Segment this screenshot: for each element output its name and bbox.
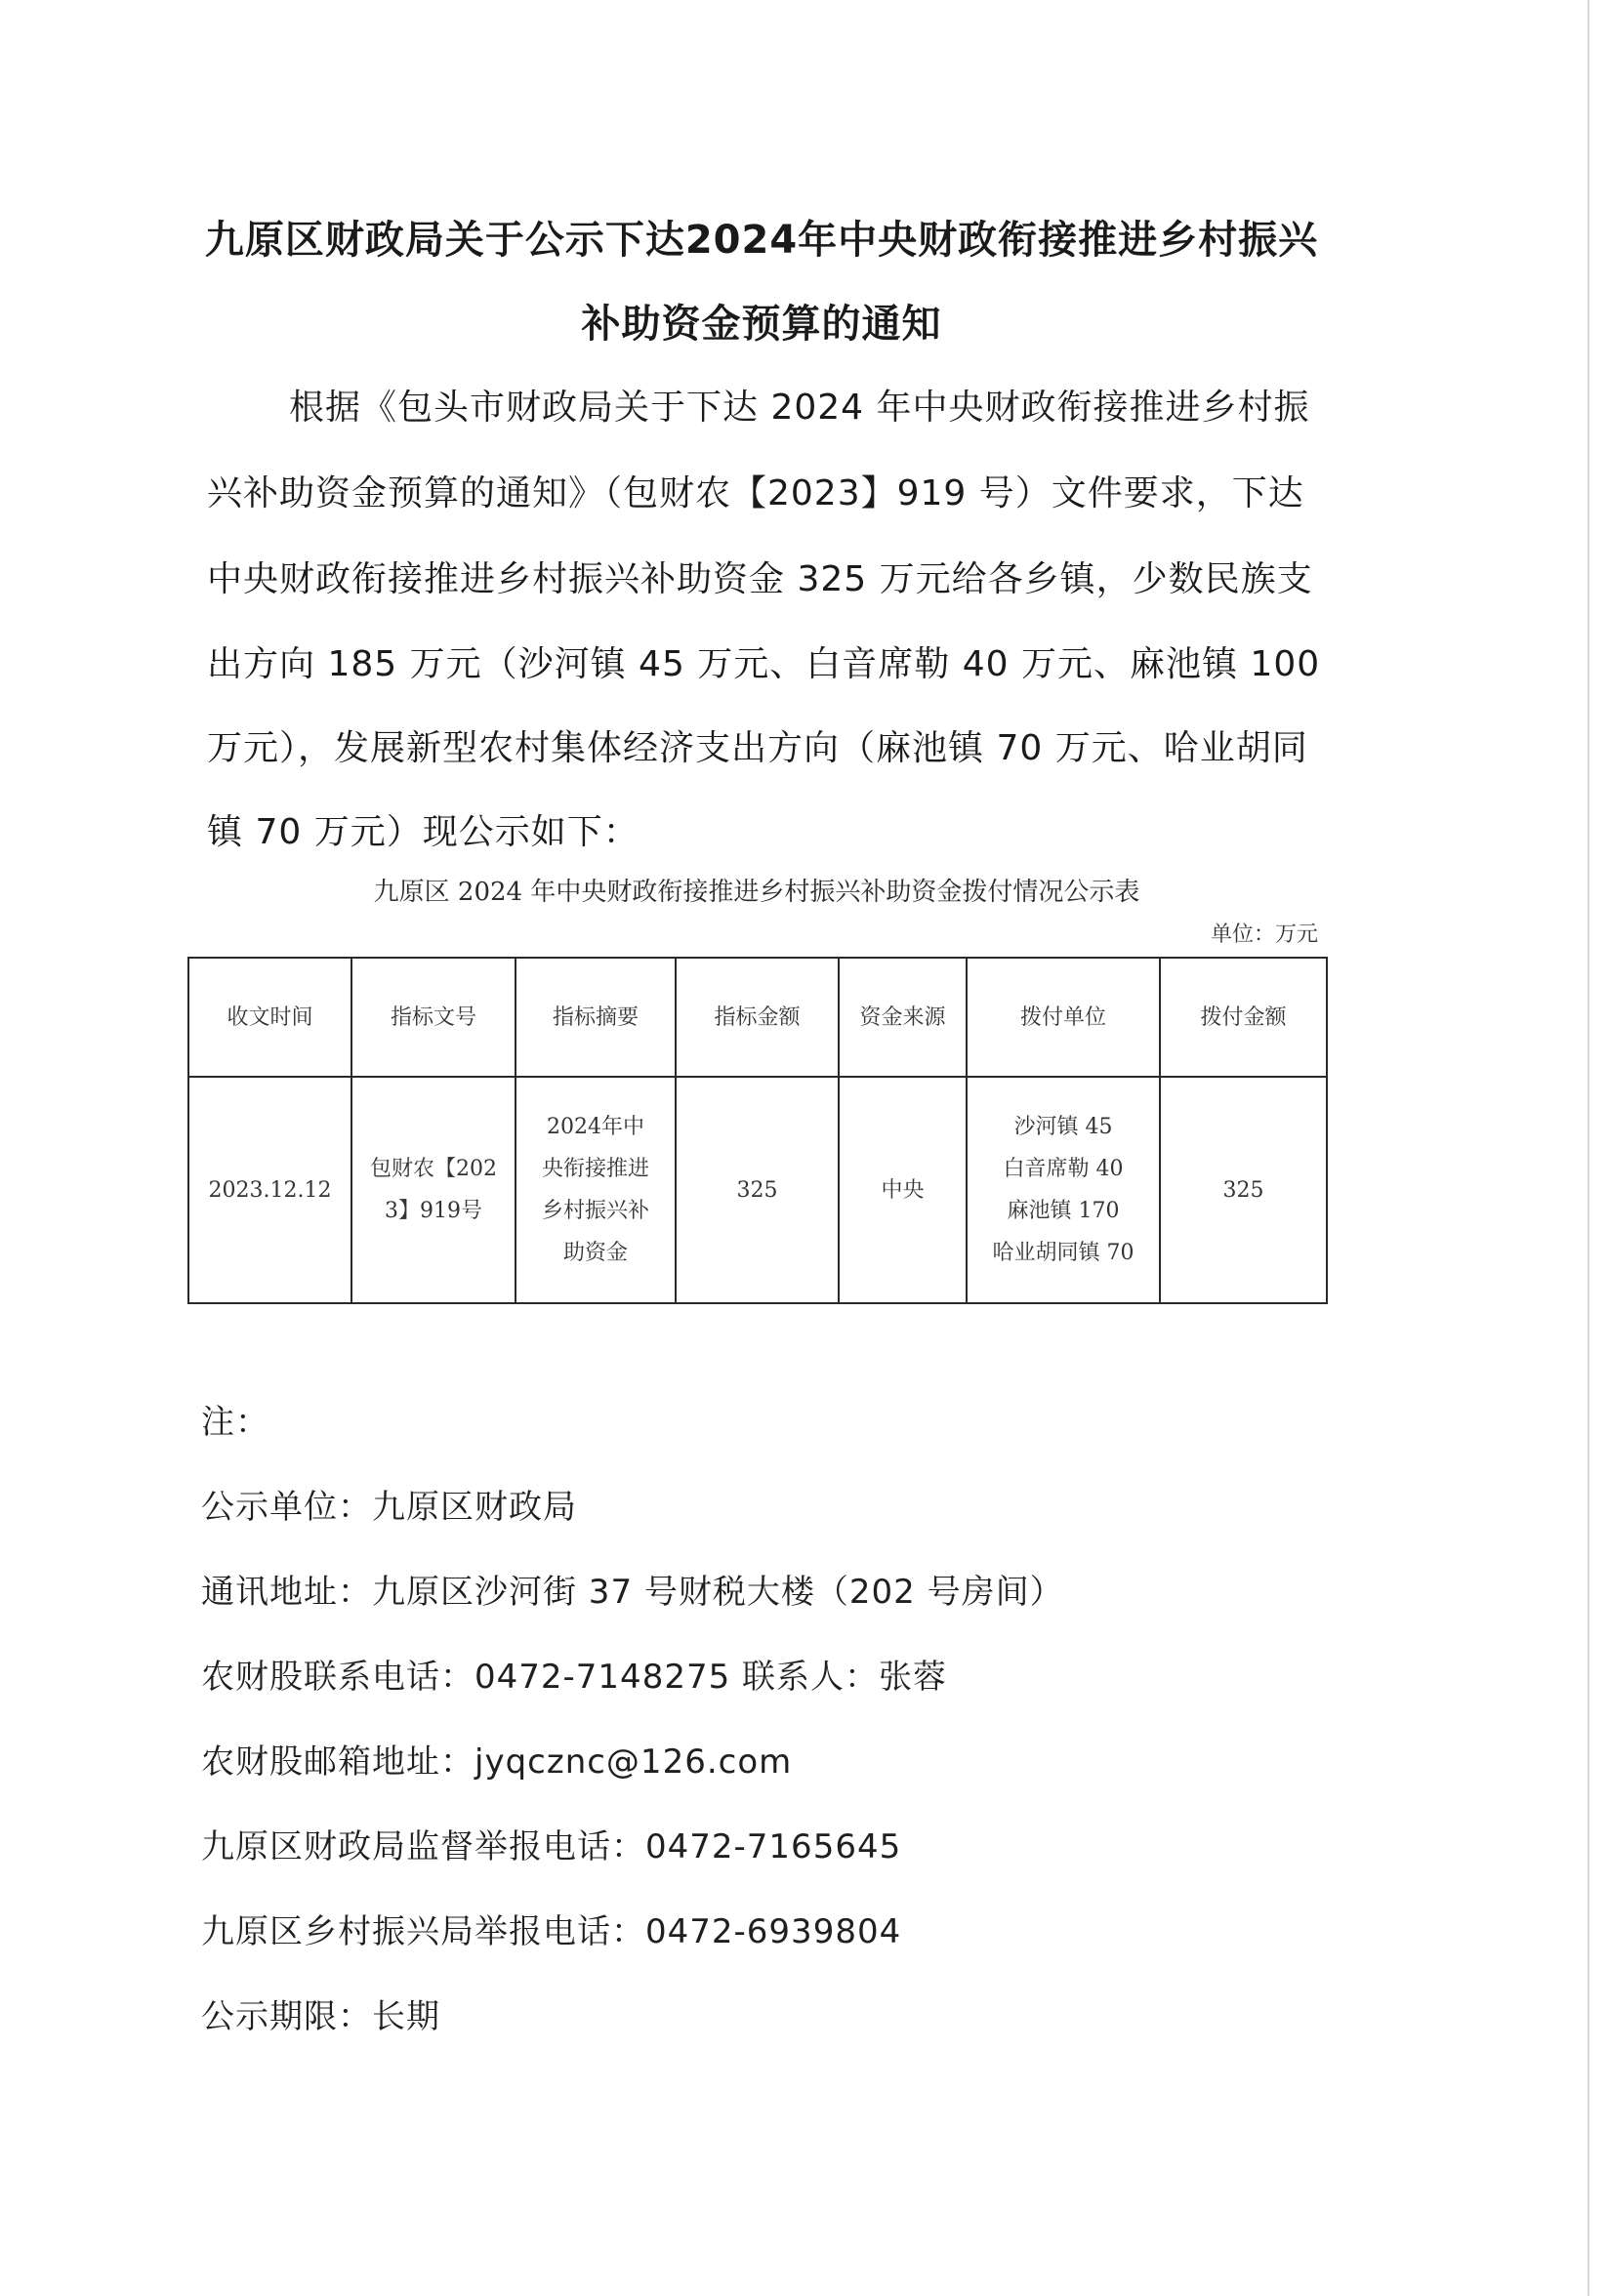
document-title-line-2: 补助资金预算的通知 <box>581 302 942 347</box>
cell-paid-amount: 325 <box>1160 1077 1327 1303</box>
notes-phone: 农财股联系电话：0472-7148275 联系人：张蓉 <box>201 1658 948 1697</box>
header-cell-receipt-date: 收文时间 <box>188 958 351 1077</box>
body-paragraph-line: 中央财政衔接推进乡村振兴补助资金 325 万元给各乡镇，少数民族支 <box>207 559 1313 599</box>
allocation-table <box>187 957 1328 1304</box>
cell-fund-source: 中央 <box>839 1077 967 1303</box>
notes-email: 农财股邮箱地址：jyqcznc@126.com <box>201 1742 793 1782</box>
notes-finance-hotline: 九原区财政局监督举报电话：0472-7165645 <box>201 1827 902 1866</box>
recipient-unit-item: 哈业胡同镇 70 <box>992 1241 1135 1265</box>
notes-publishing-unit: 公示单位：九原区财政局 <box>201 1488 577 1527</box>
table-row <box>188 1077 1327 1303</box>
header-cell-recipient-units: 拨付单位 <box>967 958 1160 1077</box>
header-cell-amount: 指标金额 <box>676 958 839 1077</box>
notes-label: 注： <box>201 1403 269 1442</box>
notes-period: 公示期限：长期 <box>201 1997 440 2036</box>
body-paragraph-line: 兴补助资金预算的通知》（包财农【2023】919 号）文件要求，下达 <box>207 473 1304 513</box>
header-cell-summary: 指标摘要 <box>516 958 676 1077</box>
body-paragraph-line: 镇 70 万元）现公示如下： <box>207 812 639 852</box>
body-paragraph-line: 万元），发展新型农村集体经济支出方向（麻池镇 70 万元、哈业胡同 <box>207 728 1308 768</box>
table-header-row <box>188 958 1327 1077</box>
cell-recipient-units <box>967 1077 1160 1303</box>
page-edge-shadow <box>1588 0 1589 2296</box>
recipient-unit-item: 白音席勒 40 <box>1003 1157 1124 1181</box>
notes-rural-hotline: 九原区乡村振兴局举报电话：0472-6939804 <box>201 1912 902 1951</box>
table-caption: 九原区 2024 年中央财政衔接推进乡村振兴补助资金拨付情况公示表 <box>373 878 1140 907</box>
body-paragraph-line: 出方向 185 万元（沙河镇 45 万元、白音席勒 40 万元、麻池镇 100 <box>207 644 1321 684</box>
document-title-line-1: 九原区财政局关于公示下达2024年中央财政衔接推进乡村振兴 <box>204 218 1319 263</box>
recipient-unit-item: 沙河镇 45 <box>1013 1115 1113 1139</box>
table-unit-label: 单位：万元 <box>1210 922 1318 947</box>
cell-doc-number: 包财农【2023】919号 <box>351 1077 516 1303</box>
recipient-unit-item: 麻池镇 170 <box>1007 1199 1120 1223</box>
header-cell-doc-number: 指标文号 <box>351 958 516 1077</box>
body-paragraph-line: 根据《包头市财政局关于下达 2024 年中央财政衔接推进乡村振 <box>289 388 1310 428</box>
cell-summary: 2024年中央衔接推进乡村振兴补助资金 <box>516 1077 676 1303</box>
notes-address: 通讯地址：九原区沙河街 37 号财税大楼（202 号房间） <box>201 1573 1064 1612</box>
cell-amount: 325 <box>676 1077 839 1303</box>
header-cell-paid-amount: 拨付金额 <box>1160 958 1327 1077</box>
header-cell-fund-source: 资金来源 <box>839 958 967 1077</box>
cell-receipt-date: 2023.12.12 <box>188 1077 351 1303</box>
